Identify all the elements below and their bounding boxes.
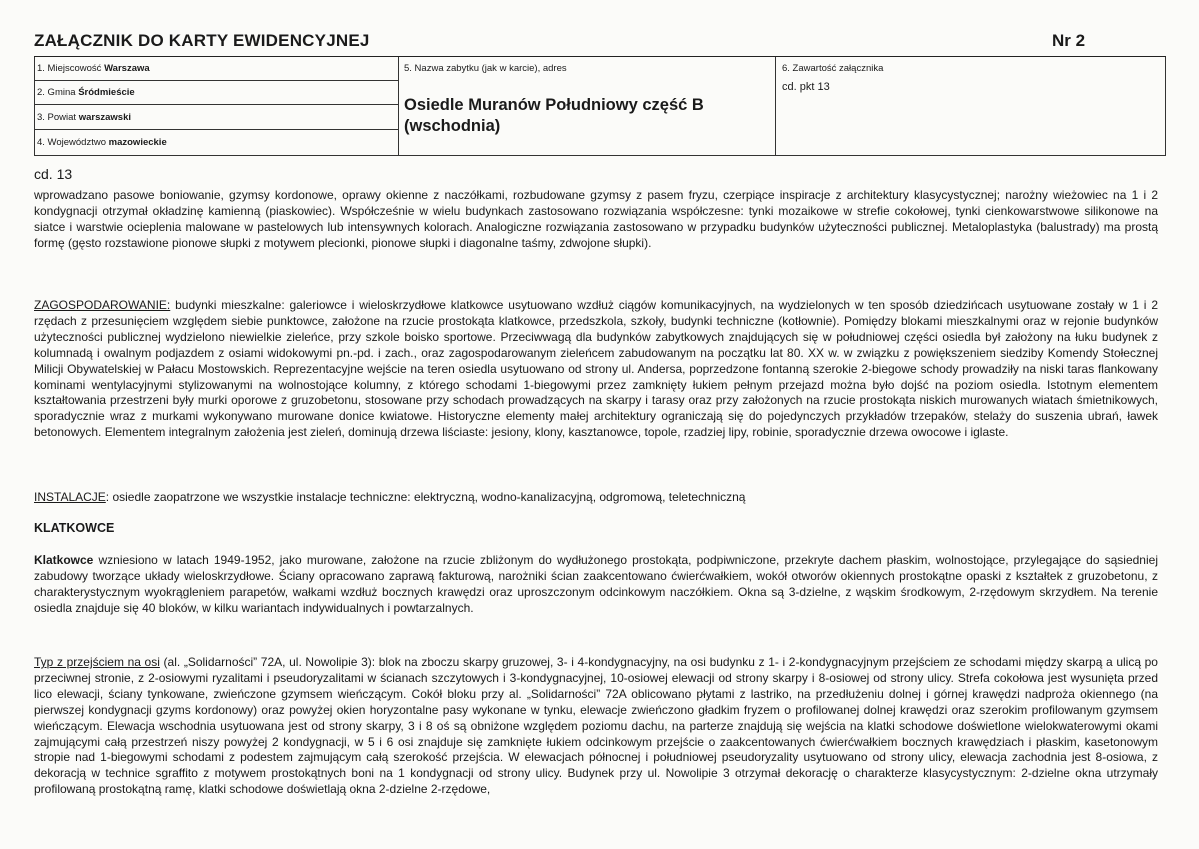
locality-value: Warszawa <box>104 63 150 74</box>
instalacje-text: : osiedle zaopatrzone we wszystkie instalacje techniczne: elektryczną, wodno-kanalizacyjną, odgromową, teletechniczną <box>105 490 746 504</box>
annex-number: Nr 2 <box>1052 31 1086 50</box>
object-label: 5. Nazwa zabytku (jak w karcie), adres <box>404 63 567 74</box>
klatkowce-text: wzniesiono w latach 1949-1952, jako murowane, założone na rzucie zbliżonym do wydłużonego prostokąta, podpiwniczone, przekryte dachem płaskim, wolnostojące, przylegające do sąsiedniej zabudowy tworzące układy wieloskrzydłowe. Ściany opracowano zaprawą fakturową, narożniki ścian zaakcentowano ćwierćwałkiem, wokół otworów okiennych prostokątne opaski z kształtek z gruzobetonu, z charakterystycznym wyokrągleniem parapetów, wałkami wzdłuż bocznych krawędzi oraz uproszczonym odcinkowym naczółkiem. Okna są 3-dzielne, z wąskim środkowym, 2-rzędowym skrzydłem. Na terenie osiedla znajduje się 40 bloków, w kilku wariantach indywidualnych i powtarzalnych. <box>34 553 1158 615</box>
row-voivodeship <box>35 131 398 155</box>
commune-value: Śródmieście <box>78 87 135 98</box>
county-value: warszawski <box>78 112 132 123</box>
zagospodarowanie-label: ZAGOSPODAROWANIE: <box>34 298 171 312</box>
instalacje-label: INSTALACJE <box>34 490 106 504</box>
contents-value: cd. pkt 13 <box>782 81 830 93</box>
paragraph-zagospodarowanie <box>34 298 1158 441</box>
zagospodarowanie-text: budynki mieszkalne: galeriowce i wieloskrzydłowe klatkowce usytuowano wzdłuż ciągów komunikacyjnych, na wydzielonych w ten sposób dziedzińcach usytuowane zostały w 1 i 2 rzędach z przesunięciem względem siebie punktowce, założone na rzucie prostokąta klatkowce, przedszkola, szkoły, budynki techniczne (kotłownie). Pomiędzy blokami mieszkalnymi oraz w rejonie budynków użyteczności publicznej wydzielono niewielkie zieleńce, przy szkole boisko sportowe. Przeciwwagą dla budynków zabytkowych znajdujących się w południowej części osiedla był założony na łuku budynek z kolumnadą i owalnym podjazdem z osiami widokowymi pn.-pd. i zach., oraz zagospodarowanym zieleńcem zabudowanym na początku lat 80. XX w. w związku z powiększeniem siedziby Komendy Stołecznej Milicji Obywatelskiej w Pałacu Mostowskich. Reprezentacyjne wejście na teren osiedla usytuowano od strony ul. Andersa, poprzedzone fontanną szerokie 2-biegowe schody prowadziły na niski taras flankowany kominami wentylacyjnymi stylizowanymi na wolnostojące kolumny, z którego schodami 1-biegowymi przez zamknięty łukiem pełnym przejazd można było dojść na poziom osiedla. Istotnym elementem kształtowania przestrzeni były murki oporowe z gruzobetonu, stosowane przy schodach prowadzących na skarpy i tarasy oraz przy założonych na rzucie prostokąta niskich murowanych wiatach śmietnikowych, sporadycznie wraz z murkami wykonywano murowane donice kwiatowe. Historyczne elementy małej architektury ograniczają się do pojedynczych przykładów trzepaków, stelaży do suszenia ubrań, ławek betonowych. Elementem integralnym założenia jest zieleń, dominują drzewa liściaste: jesiony, klony, kasztanowce, topole, rzadziej lipy, robinie, sporadycznie drzewa owocowe i iglaste. <box>34 298 1158 440</box>
info-table <box>34 57 1166 156</box>
paragraph-instalacje <box>34 490 1158 506</box>
row-locality <box>35 57 398 81</box>
section-heading-klatkowce: KLATKOWCE <box>34 521 115 535</box>
object-name: Osiedle Muranów Południowy część B (wschodnia) <box>404 96 704 135</box>
page-title: ZAŁĄCZNIK DO KARTY EWIDENCYJNEJ <box>34 31 370 50</box>
object-column <box>399 57 776 155</box>
paragraph-typ <box>34 655 1158 798</box>
row-commune <box>35 81 398 105</box>
section-marker: cd. 13 <box>34 166 73 182</box>
contents-label: 6. Zawartość załącznika <box>782 63 884 74</box>
location-column <box>35 57 399 155</box>
row-county <box>35 106 398 130</box>
contents-column <box>776 57 1166 155</box>
typ-text: (al. „Solidarności” 72A, ul. Nowolipie 3): blok na zboczu skarpy gruzowej, 3- i 4-kondygnacyjny, na osi budynku z 1- i 2-kondygnacyjnym przejściem ze schodami między skarpą a ulicą po przeciwnej stronie, z 2-osiowymi ryzalitami i pseudoryzalitami w ścianach szczytowych i 3-kondygnacyjnej, 10-osiowej elewacji od strony skarpy i 8-osiowej od strony ulicy. Strefa cokołowa jest wysunięta przed lico elewacji, ściany tynkowane, zwieńczone gzymsem wieńczącym. Cokół bloku przy al. „Solidarności” 72A oblicowano płytami z lastriko, na przedłużeniu dolnej i górnej krawędzi nadproża okiennego (na pierwszej kondygnacji gzyms kordonowy) oraz powyżej okien horyzontalne pasy wykonane w tynku, elewacje zwieńczono gładkim fryzem o profilowanej dolnej krawędzi oraz szerokim profilowanym gzymsem wieńczącym. Elewacja wschodnia usytuowana jest od strony skarpy, 3 i 8 oś są obniżone względem poziomu dachu, na parterze znajdują się wejścia na klatki schodowe doświetlone wielokwaterowymi okami zajmującymi całą przestrzeń niszy powyżej 2 kondygnacji, w 5 i 6 osi znajduje się zamknięte łukiem odcinkowym przejście o zaakcentowanych ćwierćwałkiem bocznych krawędziach i płaskim, kasetonowym stropie nad 1-biegowymi schodami z podestem zajmującym całą szerokość przejścia. W elewacjach północnej i południowej pseudoryzality usytuowano od strony ulicy, elewacja zachodnia jest 8-osiowa, z dekoracją w technice sgraffito z motywem prostokątnych boni na 1 kondygnacji od strony ulicy. Budynek przy ul. Nowolipie 3 otrzymał dekorację o charakterze klasycystycznym: 2-dzielne okna utrzymały profilowaną prostokątną ramę, klatki schodowe doświetlają okna 2-dzielne 2-rzędowe, <box>34 655 1158 797</box>
paragraph-klatkowce <box>34 553 1158 617</box>
klatkowce-label: Klatkowce <box>34 553 94 567</box>
county-label: 3. Powiat <box>37 112 77 123</box>
voivodeship-label: 4. Województwo <box>37 137 106 148</box>
voivodeship-value: mazowieckie <box>108 137 167 148</box>
paragraph-architecture: wprowadzano pasowe boniowanie, gzymsy kordonowe, oprawy okienne z naczółkami, rozbudowane gzymsy z pasem fryzu, czerpiące inspiracje z architektury klasycystycznej; narożny wieżowiec na 1 i 2 kondygnacji otrzymał okładzinę kamienną (piaskowiec). Współcześnie w wielu budynkach zastosowano rozwiązania współczesne: tynki mozaikowe w strefie cokołowej, tynki cienkowarstwowe silikonowe na siatce i warstwie ocieplenia malowane w pastelowych lub intensywnych kolorach. Analogiczne rozwiązania zastosowano w przypadku budynków użyteczności publicznej. Metaloplastyka (balustrady) ma prostą formę (gęsto rozstawione pionowe słupki z motywem plecionki, pionowe słupki i diagonalne taśmy, zdwojone słupki). <box>34 188 1158 250</box>
commune-label: 2. Gmina <box>37 87 76 98</box>
typ-label: Typ z przejściem na osi <box>34 655 160 669</box>
locality-label: 1. Miejscowość <box>37 63 102 74</box>
